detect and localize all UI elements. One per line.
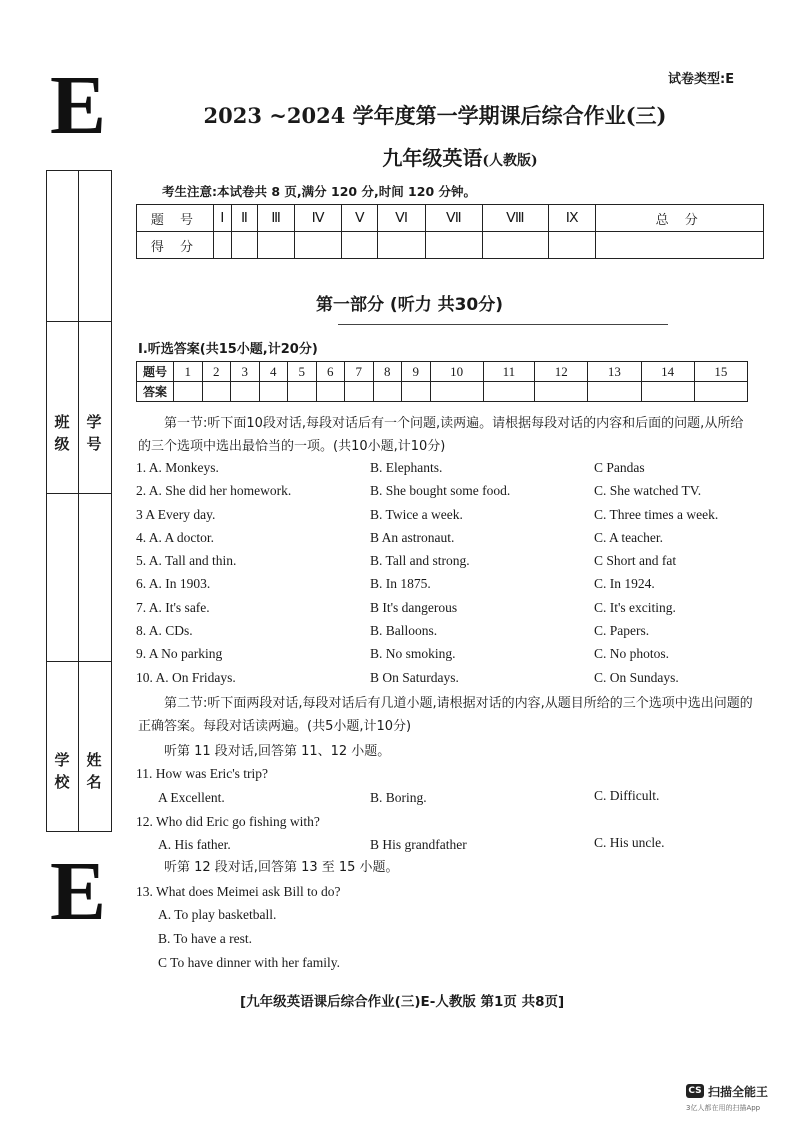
score-col: Ⅶ	[425, 205, 482, 232]
answer-cell[interactable]	[259, 382, 288, 402]
answer-row-label: 题号	[137, 362, 174, 382]
score-cell[interactable]	[596, 232, 764, 259]
score-cell[interactable]	[342, 232, 378, 259]
answer-number: 9	[402, 362, 431, 382]
score-col: Ⅲ	[258, 205, 294, 232]
question-option-b[interactable]: B. Balloons.	[370, 623, 438, 639]
paper-version-letter-bottom: E	[50, 845, 107, 938]
section2-instructions: 第二节:听下面两段对话,每段对话后有几道小题,请根据对话的内容,从题目所给的三个选项中选出问题的正确答案。每段对话读两遍。(共5小题,计10分)	[138, 696, 753, 734]
answer-number: 5	[288, 362, 317, 382]
dialog11-intro: 听第 11 段对话,回答第 11、12 小题。	[164, 744, 391, 759]
student-number-label: 学 号	[86, 413, 102, 453]
answer-cell[interactable]	[316, 382, 345, 402]
question-option-b[interactable]: B An astronaut.	[370, 529, 455, 545]
name-label: 姓 名	[86, 751, 102, 791]
answer-cell[interactable]	[202, 382, 231, 402]
question-option-b[interactable]: B. She bought some food.	[370, 483, 511, 499]
question-option-b[interactable]: B On Saturdays.	[370, 669, 459, 685]
question-row	[136, 483, 756, 506]
question-row	[136, 507, 756, 530]
score-row-label: 题 号	[137, 205, 214, 232]
question-option-c[interactable]: C. On Sundays.	[594, 669, 679, 685]
question-option-c[interactable]: C. Papers.	[594, 623, 650, 639]
score-row-label: 得 分	[137, 232, 214, 259]
question-13-option-b[interactable]: B. To have a rest.	[158, 931, 253, 946]
question-row	[136, 460, 756, 483]
question-11-option-c[interactable]: C. Difficult.	[594, 788, 660, 803]
answer-number: 4	[259, 362, 288, 382]
question-12-option-c[interactable]: C. His uncle.	[594, 835, 665, 850]
score-cell[interactable]	[294, 232, 341, 259]
question-option-c[interactable]: C. No photos.	[594, 646, 670, 662]
answer-number: 1	[174, 362, 203, 382]
question-row	[136, 646, 756, 669]
score-cell[interactable]	[231, 232, 258, 259]
question-option-c[interactable]: C Short and fat	[594, 553, 677, 569]
questions-1-10	[136, 460, 756, 693]
answer-cell[interactable]	[231, 382, 260, 402]
question-row	[136, 576, 756, 599]
answer-row-label: 答案	[137, 382, 174, 402]
page-footer: [九年级英语课后综合作业(三)E-人教版 第1页 共8页]	[240, 994, 565, 1010]
question-option-a[interactable]: 5. A. Tall and thin.	[136, 553, 237, 569]
school-label: 学 校	[54, 751, 70, 791]
question-12-option-b[interactable]: B His grandfather	[370, 837, 467, 852]
answer-number: 3	[231, 362, 260, 382]
score-col: Ⅰ	[214, 205, 232, 232]
answer-number: 11	[483, 362, 534, 382]
paper-version-letter-top: E	[50, 59, 107, 152]
sidebar-divider	[78, 171, 79, 831]
answer-number: 15	[694, 362, 747, 382]
dialog12-intro: 听第 12 段对话,回答第 13 至 15 小题。	[164, 860, 399, 875]
answer-cell[interactable]	[588, 382, 641, 402]
question-row	[136, 530, 756, 553]
exam-notice: 考生注意:本试卷共 8 页,满分 120 分,时间 120 分钟。	[162, 184, 476, 199]
question-row	[136, 670, 756, 693]
answer-table-number-row	[137, 362, 748, 382]
question-option-c[interactable]: C. It's exciting.	[594, 599, 676, 615]
question-option-a[interactable]: 9. A No parking	[136, 646, 223, 662]
answer-number: 13	[588, 362, 641, 382]
question-option-b[interactable]: B. In 1875.	[370, 576, 431, 592]
question-option-a[interactable]: 8. A. CDs.	[136, 623, 193, 639]
answer-number: 2	[202, 362, 231, 382]
subtitle-main: 九年级英语	[382, 146, 483, 170]
question-row	[136, 553, 756, 576]
paper-type-label: 试卷类型:E	[668, 72, 735, 87]
question-option-a[interactable]: 4. A. A doctor.	[136, 529, 215, 545]
answer-table-answer-row	[137, 382, 748, 402]
score-cell[interactable]	[425, 232, 482, 259]
score-table-header-row	[137, 205, 764, 232]
question-option-b[interactable]: B. No smoking.	[370, 646, 456, 662]
question-option-b[interactable]: B It's dangerous	[370, 599, 458, 615]
question-11-option-b[interactable]: B. Boring.	[370, 790, 427, 805]
score-table-score-row	[137, 232, 764, 259]
answer-number: 8	[373, 362, 402, 382]
question-option-c[interactable]: C. Three times a week.	[594, 506, 719, 522]
question-option-c[interactable]: C. In 1924.	[594, 576, 655, 592]
question-option-c[interactable]: C Pandas	[594, 460, 645, 475]
question-12-stem: 12. Who did Eric go fishing with?	[136, 814, 320, 829]
section1-heading: Ⅰ.听选答案(共15小题,计20分)	[138, 342, 318, 357]
answer-number: 14	[641, 362, 694, 382]
class-label: 班 级	[54, 413, 70, 453]
sidebar-divider	[47, 321, 111, 322]
question-option-a[interactable]: 2. A. She did her homework.	[136, 483, 292, 499]
score-col: Ⅵ	[378, 205, 425, 232]
question-option-b[interactable]: B. Twice a week.	[370, 506, 463, 522]
score-cell[interactable]	[549, 232, 596, 259]
part1-underline	[338, 324, 668, 325]
question-option-c[interactable]: C. A teacher.	[594, 529, 663, 545]
question-option-a[interactable]: 10. A. On Fridays.	[136, 669, 236, 685]
question-12-option-a[interactable]: A. His father.	[158, 837, 231, 852]
question-row	[136, 623, 756, 646]
question-13-option-a[interactable]: A. To play basketball.	[158, 907, 277, 922]
score-col: Ⅱ	[231, 205, 258, 232]
answer-cell[interactable]	[694, 382, 747, 402]
question-option-b[interactable]: B. Tall and strong.	[370, 553, 470, 569]
question-option-a[interactable]: 3 A Every day.	[136, 506, 216, 522]
section1-instructions: 第一节:听下面10段对话,每段对话后有一个问题,读两遍。请根据每段对话的内容和后面的问题,从所给的三个选项中选出最恰当的一项。(共10小题,计10分)	[138, 416, 744, 454]
sidebar-divider	[47, 661, 111, 662]
scanner-app-name: 扫描全能王	[708, 1085, 769, 1099]
exam-title: 2023 ~2024 学年度第一学期课后综合作业(三)	[203, 103, 667, 128]
score-cell[interactable]	[482, 232, 548, 259]
question-13-option-c[interactable]: C To have dinner with her family.	[158, 955, 341, 970]
question-option-b[interactable]: B. Elephants.	[370, 460, 443, 475]
score-col: Ⅷ	[482, 205, 548, 232]
question-option-c[interactable]: C. She watched TV.	[594, 483, 702, 499]
part1-title: 第一部分 (听力 共30分)	[316, 295, 504, 315]
answer-cell[interactable]	[483, 382, 534, 402]
answer-number: 6	[316, 362, 345, 382]
question-option-a[interactable]: 1. A. Monkeys.	[136, 460, 219, 475]
score-cell[interactable]	[378, 232, 425, 259]
answer-cell[interactable]	[174, 382, 203, 402]
answer-cell[interactable]	[288, 382, 317, 402]
question-11-option-a[interactable]: A Excellent.	[158, 790, 225, 805]
answer-cell[interactable]	[402, 382, 431, 402]
answer-cell[interactable]	[535, 382, 588, 402]
exam-subtitle	[330, 142, 590, 171]
answer-number: 10	[430, 362, 483, 382]
answer-cell[interactable]	[373, 382, 402, 402]
sidebar-divider	[47, 493, 111, 494]
score-col: Ⅳ	[294, 205, 341, 232]
question-13-stem: 13. What does Meimei ask Bill to do?	[136, 884, 341, 899]
question-option-a[interactable]: 6. A. In 1903.	[136, 576, 211, 592]
camscanner-logo-icon: CS	[686, 1084, 704, 1098]
score-table	[136, 204, 764, 259]
score-col: Ⅸ	[549, 205, 596, 232]
question-option-a[interactable]: 7. A. It's safe.	[136, 599, 210, 615]
answer-table	[136, 361, 748, 402]
answer-cell[interactable]	[641, 382, 694, 402]
answer-number: 7	[345, 362, 374, 382]
scanner-app-tagline: 3亿人都在用的扫描App	[686, 1104, 761, 1112]
answer-cell[interactable]	[430, 382, 483, 402]
score-cell[interactable]	[214, 232, 232, 259]
question-row	[136, 600, 756, 623]
question-11-stem: 11. How was Eric's trip?	[136, 766, 269, 781]
answer-number: 12	[535, 362, 588, 382]
score-col-total: 总 分	[596, 205, 764, 232]
subtitle-edition: (人教版)	[482, 153, 538, 169]
answer-cell[interactable]	[345, 382, 374, 402]
student-info-sidebar	[46, 170, 112, 832]
score-cell[interactable]	[258, 232, 294, 259]
score-col: Ⅴ	[342, 205, 378, 232]
